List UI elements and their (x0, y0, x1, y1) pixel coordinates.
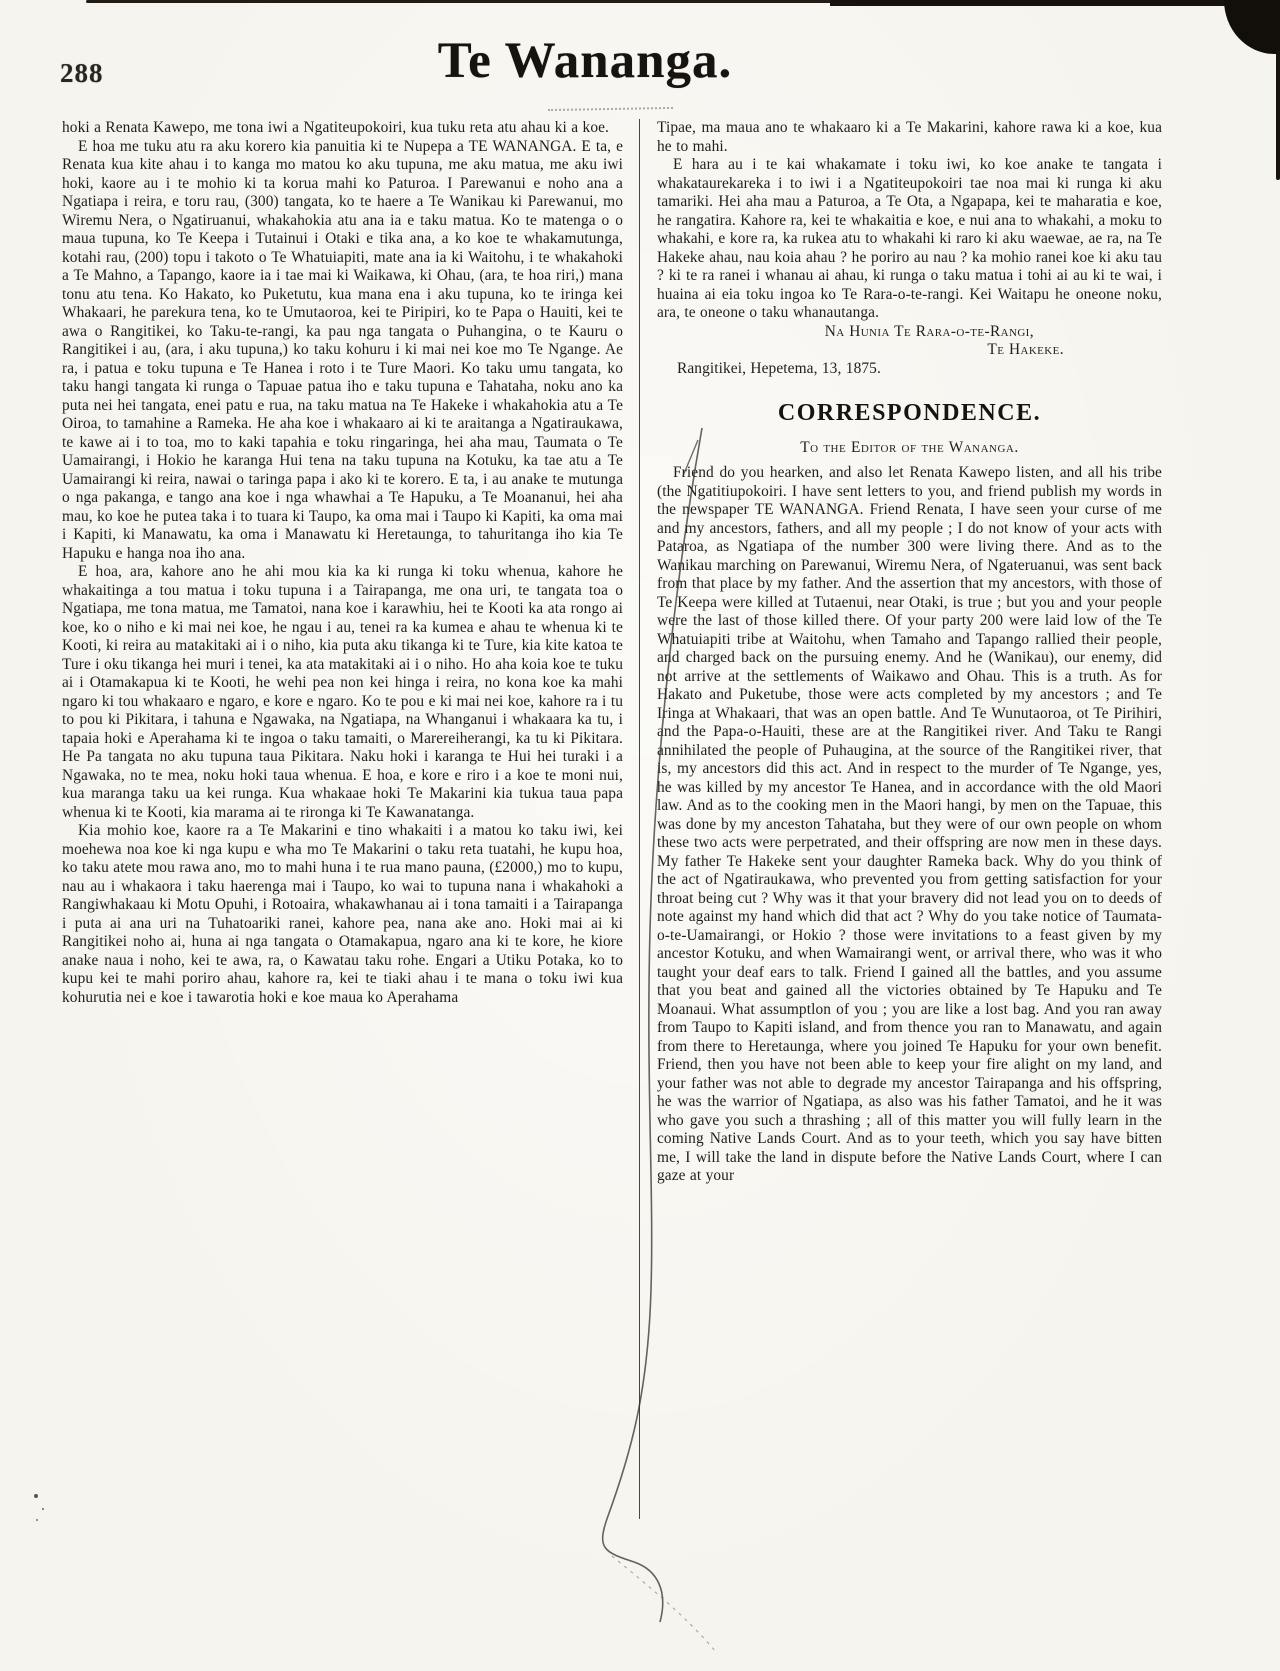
maori-paragraph: Kia mohio koe, kaore ra a Te Makarini e tino whakaiti i a matou ko taku iwi, kei moehewa noa koe ki nga kupu e wha mo Te Makarini o taku reta tuatahi, he kupu hoa, ko taku atete mou rawa ano, mo to mahi huna i te rua mano pauna, (£2000,) mo to kupu, nau au i whakaora i taku haerenga mai i Taupo, ko wai to tupuna nana i whakahoki a Rangiwhakaau ki Motu Opuhi, i Rotoaira, whakawhanau ai i tona tamaiti i a Tairapanga i puta ai ana uri na Tuhatoariki ranei, kahore pea, nana ake ano. Hoki mai ai ki Rangitikei noho ai, huna ai nga tangata o Otamakapua, ngaro ana ki te kore, he kiore anake naua i noho, kei te awa, ra, o Kawatau taku rohe. Engari a Utiku Potaka, ko to kupu kei te mahi poriro ahau, kahore ra, kei te tiaki ahau i te mana o toku iwi kua kohurutia nei e koe i tawarotia hoki e koe maua ko Aperahama (62, 822, 623, 1006)
maori-paragraph: E hara au i te kai whakamate i toku iwi, ko koe anake te tangata i whakataurekareka i to iwi i a Ngatiteupokoiri tae noa mai ki runga ki aku tamariki. Hei aha mau a Paturoa, a Te Ota, a Ngapapa, kei te maharatia e koe, he rangatira. Kahore ra, kei te whakaitia e koe, e nui ana to whakahi, a moku to whakahi, e kore ra, ka rukea atu to whakahi ki raro ki aku waewae, ae ra, na Te Hakeke ahau, nau koia ahau ? he poriro au nau ? ka mohio ranei koe ki aku tau ? ki te ra ranei i whanau ai ahau, ki runga o taku matua i tohi ai au ki te wai, i huaina ai eia toku ingoa ko Te Rara-o-te-rangi. Kei Waitapu he oneone noku, ara, te oneone o taku whanautanga. (657, 156, 1162, 321)
page-number: 288 (60, 58, 104, 88)
signature-line: Te Hakeke. (987, 341, 1064, 358)
scan-edge-right (1276, 50, 1280, 180)
masthead-title: Te Wananga. (437, 33, 733, 89)
scan-smudge (548, 101, 673, 111)
letter-body: Friend do you hearken, and also let Renata Kawepo listen, and all his tribe (the Ngatitiupokoiri. I have sent letters to you, and friend publish my words in the newspaper TE WANANGA. Friend Renata, I have seen your curse of me and my ancestors, fathers, and all my people ; I do not know of your acts with Pataroa, as Ngatiapa of the number 300 were living there. And as to the Wanikau marching on Parewanui, Wiremu Nera, of Ngateruanui, was sent back from that place by my father. And the assertion that my ancestors, with those of Te Keepa were killed at Tutaenui, near Otaki, is true ; but you and your people were the last of those killed there. Of your party 200 were laid low of the Te Whatuiapiti tribe at Waitohu, when Tamaho and Tapango rallied their people, and charged back on the pursuing enemy. And he (Wanikau), our enemy, did not arrive at the settlements of Waikawo and Ohau. This is a truth. As for Hakato and Puketube, those were acts completed by my ancestors ; and Te Iringa at Whakaari, that was an open battle. And Te Wunutaoroa, ot Te Pirihiri, and the Papa-o-Hauiti, these are at the Rangitikei river. And Taku te Rangi annihilated the people of Puhaugina, at the source of the Rangitikei river, that is, my ancestors did this act. And in respect to the murder of Te Ngange, yes, he was killed by my ancestor Te Hanea, and in accordance with the old Maori law. And as to the cooking men in the Maori hangi, by men on the Tapuae, this was done by my anceston Tahataha, but they were of our own people on whom these two acts were perpetrated, and their offspring are now men in these days. My father Te Hakeke sent your daughter Rameka back. Why do you think of the act of Ngatiraukawa, who prevented you from getting satisfaction for your throat being cut ? Why was it that your bravery did not lead you on to deeds of note against my hand which did that act ? Why do you take notice of Taumata-o-te-Uamairangi, or Hokio ? those were invitations to a feast given by my ancestor Kotuku, and when Wamairangi went, or arrival there, who was it who taught your deaf ears to talk. Friend I gained all the battles, and you assume that you beat and gained all the victories obtained by Te Hapuku and Te Moanaui. What assumptlon of you ; you are like a lost bag. And you ran away from Taupo to Kapiti island, and from thence you ran to Manawatu, and again from there to Heretaunga, where you joined Te Hapuku for your own benefit. Friend, then you have not been able to keep your fire alight on my land, and your father was not able to degrade my ancestor Tairapanga and his offspring, he was the warrior of Ngatiapa, as also was his father Tamatoi, and he it was who gave you such a thrashing ; all of this matter you will fully learn in the coming Native Lands Court. And as to your teeth, which you say have bitten me, I will take the land in dispute before the Native Lands Court, where I can gaze at your (657, 464, 1162, 1184)
editor-salutation: To the Editor of the Wananga. (800, 438, 1019, 456)
scan-edge-top (86, 0, 846, 3)
maori-paragraph: Tipae, ma maua ano te whakaaro ki a Te Makarini, kahore rawa ki a koe, kua he to mahi. (657, 119, 1162, 155)
maori-paragraph: E hoa me tuku atu ra aku korero kia panuitia ki te Nupepa a TE WANANGA. E ta, e Renata kua kite ahau i to kanga mo matou ko aku tupuna, me aku matua, me aku iwi hoki, kaore au i te mohio ki ta korua mahi ko Paturoa. I Parewanui e noho ana a Ngatiapa i reira, e toru rau, (300) tangata, ko te haere a Te Wanikau ki Parewanui, mo Wiremu Nera, o Ngatiruanui, whakahokia atu ana ia e taku matua. Ko te matenga o o maua tupuna, ko Te Keepa i Tutainui i Otaki e tika ana, a ko koe te whakamutunga, kotahi rau, (200) topu i takoto o Te Whatuiapiti, mate ana ia ki Waitohu, i te whakahoki a Te Mahno, a Tapango, kaore ia i tae mai ki Waikawa, ki Ohau, (ara, te hoa riri,) mana tonu atu tena. Ko Hakato, ko Puketutu, kua mana ena i aku tupuna, ko te iringa kei Whakaari, he parekura tena, ko te Umutaoroa, kei te Piripiri, ko te Papa o Hauiti, kei te awa o Rangitikei, ko Taku-te-rangi, ka pau nga tangata o Puhangina, o te Kauru o Rangitikei i au, (ara, i aku tupuna,) ko taku kohuru i ki mai nei koe mo Te Ngange. Ae ra, i patua e toku tupuna e Te Hanea i roto i te Ture Maori. Ko taku umu tangata, ko taku hangi tangata ki runga o Tapuae patua iho e taku tupuna e Tahataha, noku ano ka puta nei hei tangata, enei patu e rua, na taku matua na Te Hakeke i whakahokia atu a Te Oiroa, to tamahine a Rameka. He aha koe i whakaaro ai ki te araitanga a Ngatiraukawa, te kawe ai i to toa, mo to kaki tapahia e toku ringaringa, hei aha mau, Taumata o Te Uamairangi, i Hokio he karanga Hui tena na taku tupuna na Kotuku, ka tae atu a Te Uamairangi ki reira, nawai o taringa papa i ako ki te korero. E ta, i au anake te mutunga o nga pakanga, e tango ana koe i nga whawhai a Te Hapuku, a Te Moananui, hei aha mau, ko koe he putea taka i to tuara ki Taupo, ka oma mai i Taupo ki Kapiti, ka oma mai i Kapiti, ki Manawatu, ka oma i Manawatu ki Heretaunga, to tahuritanga iho kia Te Hapuku e hanga noa iho ana. (62, 137, 623, 562)
right-column (640, 119, 1162, 1671)
signature-line: Na Hunia Te Rara-o-te-Rangi, (824, 322, 1034, 340)
scan-corner-blob (1224, 0, 1280, 54)
left-column (62, 119, 639, 1671)
dateline: Rangitikei, Hepetema, 13, 1875. (677, 359, 881, 377)
correspondence-heading: CORRESPONDENCE. (777, 400, 1042, 426)
maori-paragraph: E hoa, ara, kahore ano he ahi mou kia ka ki runga ki toku whenua, kahore he whakaitinga a tou matua i toku tupuna i a Tairapanga, me ona uri, te tangata toa o Ngatiapa, me tona matua, me Tamatoi, nana koe i karawhiu, hei te Kooti ka ata rongo ai koe, ko o niho e ki mai nei koe, he ngau i au, tenei ra ka kumea e ahau te whenua ki te Kooti, ki reira au matakitaki ai i o niho, kia puta aku tikanga ki te Ture, kia kite katoa te Ture i oku tikanga hei muri i tenei, ka ata matakitaki ai i o niho. Ho aha koia koe te tuku ai i Otamakapua ki te Kooti, he wehi pea non kei hinga i reira, no kona koe ka mahi ngaro ki tou whakaaro e ngaro, e kore e ngaro. Ko te pou e ki mai nei koe, kahore ra i tu to pou ki Pikitara, i tahuna e Ngawaka, na Ngatiapa, na Whanganui i whakaara ka tu, i tapaia hoki e Aperahama ki te ingoa o taku tamaiti, o Marereiherangi, ka tu ki Pikitara. He Pa tangata no aku tupuna taua Pikitara. Naku hoki i karanga te Hui hei turaki i a Ngawaka, no te mea, noku hoki taua whenua. E hoa, e kore e riro i a koe te moni nui, kua maranga taku ua kei runga. Kua whakaae hoki Te Makarini kia tukua taua papa whenua ki te Kooti, kia marama ai te rironga ki Te Kawanatanga. (62, 563, 623, 821)
article-columns (62, 119, 1162, 1671)
scan-speckles (34, 1494, 38, 1498)
scan-edge-top-right (830, 0, 1280, 6)
maori-paragraph: hoki a Renata Kawepo, me tona iwi a Ngatiteupokoiri, kua tuku reta atu ahau ki a koe. (62, 119, 609, 136)
